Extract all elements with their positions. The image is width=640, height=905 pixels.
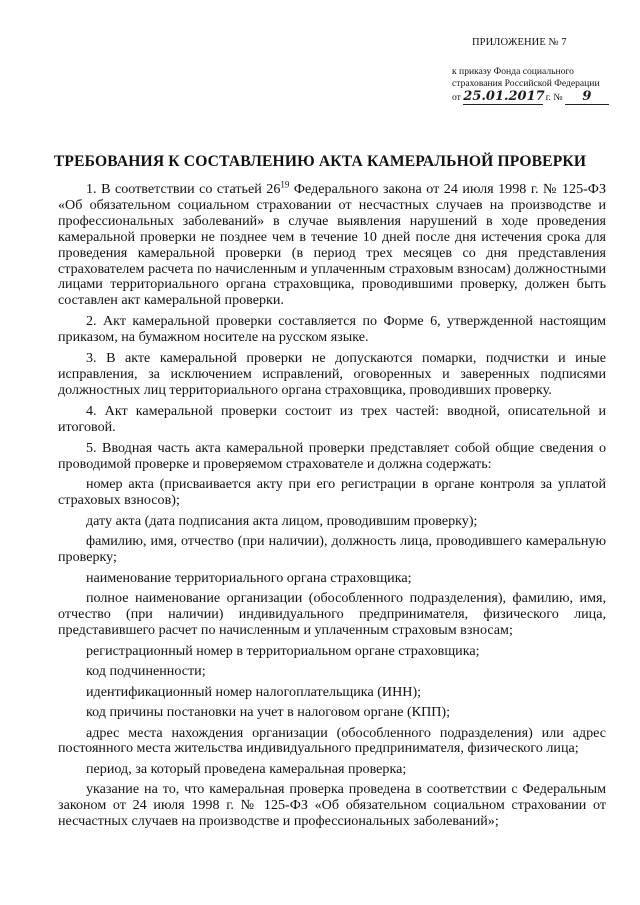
paragraph-5: 5. Вводная часть акта камеральной проверки представляет собой общие сведения о проводимой проверке и проверяемом страхователе и должна содержать: bbox=[58, 439, 606, 472]
list-item: фамилию, имя, отчество (при наличии), должность лица, проводившего камеральную проверку; bbox=[58, 533, 606, 566]
order-line-2: страхования Российской Федерации bbox=[452, 78, 600, 89]
list-item: адрес места нахождения организации (обособленного подразделения) или адрес постоянного места жительства индивидуального предпринимателя, физического лица; bbox=[58, 724, 606, 757]
list-item: код причины постановки на учет в налоговом органе (КПП); bbox=[86, 704, 451, 721]
paragraph-1-rest: Федерального закона от 24 июля 1998 г. № 125-ФЗ «Об обязательном социальном страховании от несчастных случаев на производстве и профессиональных заболеваний» в случае выявления нарушений в ходе проведения камеральной проверки не позднее чем в течение 10 дней после дня истечения срока для проведения камеральной проверки (в период трех месяцев со дня представления страхователем расчета по начисленным и уплаченным страховым взносам) должностными лицами территориального органа страховщика, проводившими проверку, должен быть составлен акт камеральной проверки. bbox=[58, 181, 607, 309]
paragraph-1 bbox=[58, 179, 607, 309]
document-title: ТРЕБОВАНИЯ К СОСТАВЛЕНИЮ АКТА КАМЕРАЛЬНОЙ ПРОВЕРКИ bbox=[53, 153, 587, 170]
order-reference bbox=[452, 66, 622, 106]
paragraph-3: 3. В акте камеральной проверки не допускаются помарки, подчистки и иные исправления, за исключением исправлений, оговоренных и заверенных подписями должностных лиц территориального органа страховщика, проводивших проверку. bbox=[58, 350, 606, 398]
paragraph-1-start: 1. В соответствии со статьей 26 bbox=[86, 181, 281, 197]
appendix-label: ПРИЛОЖЕНИЕ № 7 bbox=[472, 37, 567, 48]
list-item: период, за который проведена камеральная проверка; bbox=[86, 760, 407, 777]
order-date: 25.01.2017 bbox=[463, 89, 545, 104]
list-item: дату акта (дата подписания акта лицом, проводившим проверку); bbox=[86, 512, 478, 529]
date-prefix: от bbox=[452, 92, 461, 103]
order-number-prefix: г. № bbox=[545, 92, 563, 103]
order-number: 9 bbox=[565, 90, 609, 105]
document-body bbox=[58, 179, 607, 835]
article-superscript: 19 bbox=[280, 179, 290, 190]
order-date-line bbox=[452, 90, 622, 106]
list-item: идентификационный номер налогоплательщика (ИНН); bbox=[86, 683, 422, 700]
order-line-1: к приказу Фонда социального bbox=[452, 66, 574, 77]
list-item: наименование территориального органа страховщика; bbox=[86, 569, 412, 586]
list-item: номер акта (присваивается акту при его регистрации в органе контроля за уплатой страховых взносов); bbox=[58, 476, 606, 509]
list-item: код подчиненности; bbox=[86, 663, 206, 680]
list-item: регистрационный номер в территориальном органе страховщика; bbox=[86, 642, 480, 659]
list-item: указание на то, что камеральная проверка проведена в соответствии с Федеральным законом от 24 июля 1998 г. № 125-ФЗ «Об обязательном социальном страховании от несчастных случаев на производстве и профессиональных заболеваний»; bbox=[58, 781, 606, 830]
list-item: полное наименование организации (обособленного подразделения), фамилию, имя, отчество (при наличии) индивидуального предпринимателя, физического лица, представившего расчет по начисленным и уплаченным страховым взносам; bbox=[58, 590, 606, 639]
paragraph-2: 2. Акт камеральной проверки составляется по Форме 6, утвержденной настоящим приказом, на бумажном носителе на русском языке. bbox=[58, 313, 606, 346]
paragraph-4: 4. Акт камеральной проверки состоит из трех частей: вводной, описательной и итоговой. bbox=[58, 402, 606, 435]
